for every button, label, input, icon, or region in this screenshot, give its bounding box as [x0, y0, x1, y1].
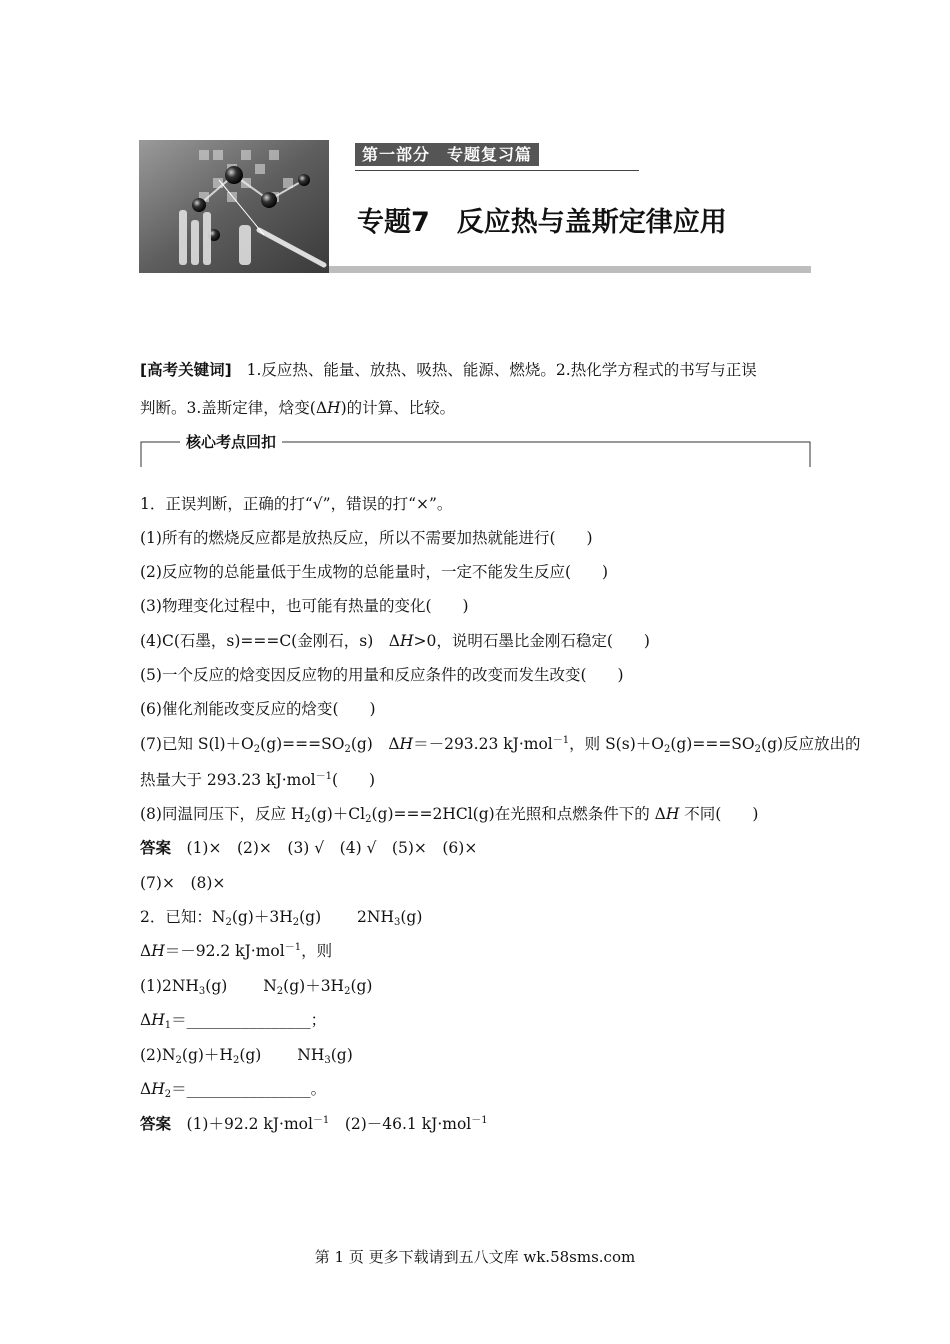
q2-part-2: $(2)N_2(g)+H_2(g)$ $NH_3(g)$: [140, 1046, 353, 1066]
keywords-label: [高考关键词]: [140, 361, 232, 379]
title-underline-bar: [329, 266, 811, 273]
q1-item-2: (2)反应物的总能量低于生成物的总能量时，一定不能发生反应( ): [140, 563, 609, 581]
q1-item-7-cont: 热量大于 293.23 kJ·mol$^{-1}$( ): [140, 771, 376, 789]
q1-answer: 答案 (1)× (2)× (3) √ (4) √ (5)× (6)×: [140, 839, 478, 857]
chapter-title: 专题7 反应热与盖斯定律应用: [357, 207, 727, 238]
keywords-line-1: [140, 360, 812, 380]
chemistry-header-image: [139, 140, 329, 273]
part-label: 第一部分 专题复习篇: [355, 143, 539, 166]
keywords-line-2: 判断。3.盖斯定律，焓变(ΔH)的计算、比较。: [140, 399, 456, 417]
q1-item-4: (4)C(石墨，s)===C(金刚石，s) ΔH>0，说明石墨比金刚石稳定( ): [140, 632, 650, 650]
q1-item-7: (7)已知 $S(l)+O_2(g)===SO_2(g)$ ΔH＝－293.23 kJ·mol$^{-1}$，则 $S(s)+O_2(g)===SO_2(g)$反应放出的: [140, 735, 861, 755]
q1-item-6: (6)催化剂能改变反应的焓变( ): [140, 700, 376, 718]
q2-delta-h: ΔH＝－92.2 kJ·mol$^{-1}$，则: [140, 942, 333, 960]
q1-item-8: (8)同温同压下，反应 $H_2(g)+Cl_2(g)===2HCl(g)$在光照和点燃条件下的 ΔH 不同( ): [140, 805, 759, 825]
part-divider: [355, 170, 639, 171]
page-footer: 第 1 页 更多下载请到五八文库 wk.58sms.com: [314, 1248, 636, 1266]
keywords-text: 1.反应热、能量、放热、吸热、能源、燃烧。2.热化学方程式的书写与正误: [246, 361, 757, 379]
q2-stem: 2．已知：$N_2(g)+3H_2(g)$ $2NH_3(g)$: [140, 908, 423, 928]
q1-answer-cont: (7)× (8)×: [140, 874, 226, 892]
q1-stem: 1．正误判断，正确的打“√”，错误的打“×”。: [140, 495, 453, 513]
answer-label: 答案: [140, 839, 172, 857]
answer-label: 答案: [140, 1115, 172, 1133]
q2-blank-1: $\Delta H_1=\_\_\_\_\_\_\_\_\_\_\_\_\_\_\_\_$；: [140, 1011, 327, 1031]
q2-answer: 答案 (1)＋92.2 kJ·mol$^{-1}$ (2)－46.1 kJ·mol$^{-1}$: [140, 1115, 488, 1133]
q1-item-5: (5)一个反应的焓变因反应物的用量和反应条件的改变而发生改变( ): [140, 666, 624, 684]
q1-item-1: (1)所有的燃烧反应都是放热反应，所以不需要加热就能进行( ): [140, 529, 593, 547]
q1-item-3: (3)物理变化过程中，也可能有热量的变化( ): [140, 597, 469, 615]
q2-part-1: $(1)2NH_3(g)$ $N_2(g)+3H_2(g)$: [140, 977, 373, 997]
section-title: 核心考点回扣: [180, 431, 282, 452]
q2-blank-2: $\Delta H_2=\_\_\_\_\_\_\_\_\_\_\_\_\_\_\_\_$。: [140, 1080, 327, 1100]
